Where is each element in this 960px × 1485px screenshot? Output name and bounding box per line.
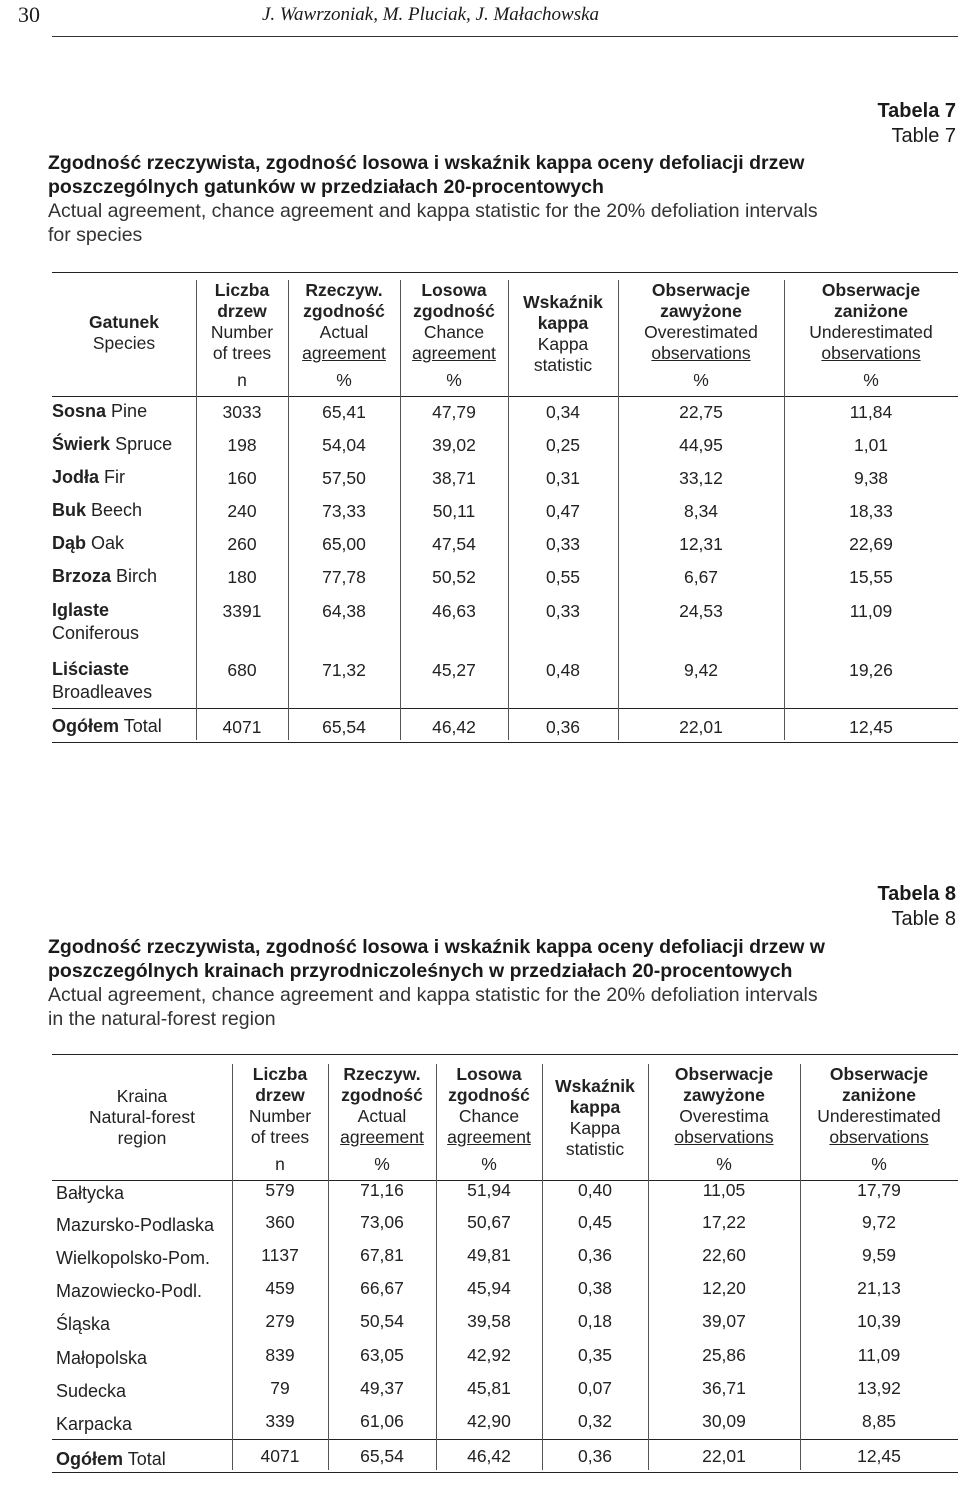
table8-cell: 339 <box>265 1411 295 1431</box>
table8-cell: 0,36 <box>577 1245 613 1265</box>
col-label: zaniżone <box>842 1085 916 1105</box>
table8-caption-pl-1: Zgodność rzeczywista, zgodność losowa i wskaźnik kappa oceny defoliacji drzew w <box>48 936 825 958</box>
table8-cell: 1137 <box>261 1245 299 1265</box>
col-label: zaniżone <box>834 301 908 321</box>
col-label-en: Natural-forest <box>88 1107 195 1127</box>
col-label-en: Overestima <box>679 1106 769 1126</box>
row-name-pl: Świerk <box>52 434 111 454</box>
page-header <box>0 0 960 34</box>
table7-cell: 4071 <box>222 717 262 737</box>
table8-cell: 42,90 <box>467 1411 511 1431</box>
table8-cell: 11,09 <box>857 1345 901 1365</box>
table7-cell: 260 <box>227 534 257 554</box>
table7-header-rule <box>52 396 958 397</box>
table7-cell: 73,33 <box>322 501 366 521</box>
col-label: Obserwacje <box>829 1064 929 1084</box>
col-label-en: statistic <box>533 355 593 375</box>
table8-cell: 30,09 <box>702 1411 746 1431</box>
col-label-en: agreement <box>412 343 496 363</box>
table8-total-cell: 46,42 <box>467 1446 511 1466</box>
table8-cell: 13,92 <box>857 1378 901 1398</box>
table7-col-kappa <box>508 292 618 376</box>
table7-cell: 38,71 <box>432 468 476 488</box>
table8-cell: 49,81 <box>467 1245 511 1265</box>
table7-cell: 680 <box>227 660 257 680</box>
col-label: Wskaźnik <box>523 292 603 312</box>
table8-label-pl: Tabela 8 <box>877 883 956 905</box>
table8-row-label: Sudecka <box>56 1381 127 1401</box>
table7-caption <box>48 151 958 247</box>
col-unit: % <box>446 370 462 390</box>
header-rule <box>52 36 958 37</box>
table7-cell: 11,09 <box>849 601 893 621</box>
col-unit: % <box>481 1154 497 1174</box>
col-unit: % <box>863 370 879 390</box>
table7-cell: 11,84 <box>849 402 893 422</box>
col-label-en: Chance <box>458 1106 520 1126</box>
table7-cell: 19,26 <box>849 660 893 680</box>
col-label: drzew <box>255 1085 305 1105</box>
row-name-en: Total <box>123 716 162 736</box>
table8-col-number <box>232 1064 328 1175</box>
table7-cell: 9,38 <box>853 468 889 488</box>
running-title: J. Wawrzoniak, M. Pluciak, J. Małachowska <box>262 4 600 25</box>
table8-cell: 22,60 <box>702 1245 746 1265</box>
table7-caption-en-2: for species <box>48 224 143 246</box>
table8-cell: 21,13 <box>857 1278 901 1298</box>
table7-cell: 50,11 <box>432 501 476 521</box>
table8-cell: 63,05 <box>360 1345 404 1365</box>
table7-cell: 65,54 <box>322 717 366 737</box>
table7-cell: 1,01 <box>853 435 889 455</box>
table7-cell: 47,79 <box>432 402 476 422</box>
table8-cell: 0,32 <box>577 1411 613 1431</box>
table7-row-label <box>52 400 202 423</box>
col-label-en: Kappa <box>569 1118 621 1138</box>
table8-cell: 839 <box>265 1345 295 1365</box>
table7-cell: 8,34 <box>683 501 719 521</box>
col-label: Obserwacje <box>651 280 751 300</box>
table8-cell: 9,59 <box>861 1245 897 1265</box>
table7-cell: 12,45 <box>849 717 893 737</box>
table8-caption <box>48 935 958 1031</box>
table7-cell: 45,27 <box>432 660 476 680</box>
col-label: Gatunek <box>88 312 160 332</box>
table8-cell: 0,35 <box>577 1345 613 1365</box>
table8-row-label: Wielkopolsko-Pom. <box>56 1248 211 1268</box>
table8-cell: 360 <box>265 1212 295 1232</box>
col-label: Losowa <box>421 280 487 300</box>
row-name-en: Oak <box>91 533 125 553</box>
row-name-pl: Brzoza <box>52 566 112 586</box>
table7-cell: 22,75 <box>679 402 723 422</box>
table8-caption-en-2: in the natural-forest region <box>48 1008 276 1030</box>
table7-cell: 39,02 <box>432 435 476 455</box>
table7-col-over <box>618 280 784 391</box>
row-name-en: Beech <box>91 500 143 520</box>
col-unit: % <box>374 1154 390 1174</box>
table8-row-label: Bałtycka <box>56 1183 125 1203</box>
table7-top-rule <box>52 272 958 273</box>
table7-col-actual <box>288 280 400 391</box>
table7-cell: 71,32 <box>322 660 366 680</box>
table8-cell: 39,07 <box>702 1311 746 1331</box>
col-unit: % <box>871 1154 887 1174</box>
table8-cell: 49,37 <box>360 1378 404 1398</box>
table7-row-label <box>52 715 202 738</box>
table8-cell: 71,16 <box>360 1180 404 1200</box>
table7-row-label <box>52 599 202 645</box>
table8-bottom-rule <box>52 1472 958 1473</box>
table8-cell: 279 <box>265 1311 295 1331</box>
col-label: Liczba <box>214 280 270 300</box>
table7-cell: 15,55 <box>849 567 893 587</box>
table8-cell: 0,45 <box>577 1212 613 1232</box>
table7-cell: 65,00 <box>322 534 366 554</box>
table8-cell: 10,39 <box>857 1311 901 1331</box>
table7-cell: 0,25 <box>545 435 581 455</box>
table7-row-label <box>52 532 202 555</box>
table8-total-cell: 4071 <box>260 1446 300 1466</box>
table7-cell: 46,63 <box>432 601 476 621</box>
table8-row-label: Karpacka <box>56 1414 133 1434</box>
table8-cell: 50,67 <box>467 1212 511 1232</box>
col-label: Rzeczyw. <box>343 1064 421 1084</box>
table8-cell: 8,85 <box>861 1411 897 1431</box>
row-name-en: Birch <box>116 566 158 586</box>
row-name-en: Spruce <box>115 434 173 454</box>
table7-col-chance <box>400 280 508 391</box>
table7-cell: 0,47 <box>545 501 581 521</box>
table7-cell: 44,95 <box>679 435 723 455</box>
table7-row-label <box>52 466 202 489</box>
table7-col-number <box>196 280 288 391</box>
table8-cell: 0,07 <box>577 1378 613 1398</box>
table7-bottom-rule <box>52 742 958 743</box>
row-name-en: Coniferous <box>52 623 140 643</box>
table7-cell: 22,69 <box>849 534 893 554</box>
col-label-en: Number <box>210 322 274 342</box>
table7-cell: 160 <box>227 468 257 488</box>
row-name-en: Broadleaves <box>52 682 153 702</box>
table8-cell: 11,05 <box>702 1180 746 1200</box>
table8-cell: 0,40 <box>577 1180 613 1200</box>
table7-col-species <box>52 312 196 354</box>
table7-cell: 54,04 <box>322 435 366 455</box>
table8-col-chance <box>436 1064 542 1175</box>
table8-cell: 36,71 <box>702 1378 746 1398</box>
table8-cell: 79 <box>270 1378 290 1398</box>
table7-cell: 24,53 <box>679 601 723 621</box>
col-label-en: observations <box>651 343 751 363</box>
table7-cell: 0,33 <box>545 534 581 554</box>
table7-cell: 22,01 <box>679 717 723 737</box>
table8-cell: 9,72 <box>861 1212 897 1232</box>
col-unit: % <box>336 370 352 390</box>
col-unit: n <box>237 370 247 390</box>
table8-cell: 25,86 <box>702 1345 746 1365</box>
table8-row-label: Śląska <box>56 1314 111 1334</box>
col-label-en: agreement <box>302 343 386 363</box>
table8-cell: 73,06 <box>360 1212 404 1232</box>
table7-cell: 198 <box>227 435 257 455</box>
table8-row-label: Mazursko-Podlaska <box>56 1215 215 1235</box>
col-label: kappa <box>569 1097 621 1117</box>
table8-cell: 12,20 <box>702 1278 746 1298</box>
table7-caption-pl-1: Zgodność rzeczywista, zgodność losowa i wskaźnik kappa oceny defoliacji drzew <box>48 152 805 174</box>
table7-caption-pl-2: poszczególnych gatunków w przedziałach 20-procentowych <box>48 176 604 198</box>
table8-cell: 42,92 <box>467 1345 511 1365</box>
row-name-pl: Ogółem <box>52 716 120 736</box>
table7-cell: 46,42 <box>432 717 476 737</box>
col-label-en: Chance <box>423 322 485 342</box>
table8-row-label: Małopolska <box>56 1348 148 1368</box>
table8-col-region <box>52 1086 232 1149</box>
row-name-en: Total <box>127 1449 166 1469</box>
table8-total-cell: 0,36 <box>577 1446 613 1466</box>
col-label: zgodność <box>413 301 495 321</box>
table8-caption-en-1: Actual agreement, chance agreement and kappa statistic for the 20% defoliation intervals <box>48 984 818 1006</box>
table7-cell: 57,50 <box>322 468 366 488</box>
col-label-en: Overestimated <box>644 322 758 342</box>
col-label-en: statistic <box>565 1139 625 1159</box>
table7-cell: 12,31 <box>679 534 723 554</box>
row-name-pl: Jodła <box>52 467 100 487</box>
table7-total-rule <box>52 708 958 709</box>
table8-cell: 61,06 <box>360 1411 404 1431</box>
table7-row-label <box>52 658 202 704</box>
col-label: Obserwacje <box>674 1064 774 1084</box>
table8-cell: 17,22 <box>702 1212 746 1232</box>
table7-cell: 0,36 <box>545 717 581 737</box>
table7-cell: 0,48 <box>545 660 581 680</box>
table7-cell: 240 <box>227 501 257 521</box>
col-label: Kraina <box>116 1086 168 1106</box>
table7-col-under <box>784 280 958 391</box>
table7-cell: 0,31 <box>545 468 581 488</box>
table8-row-label: Mazowiecko-Podl. <box>56 1281 203 1301</box>
col-label-en: observations <box>821 343 921 363</box>
table8-label-en: Table 8 <box>891 908 956 930</box>
row-name-pl: Liściaste <box>52 659 130 679</box>
table7 <box>52 272 958 748</box>
col-label: Wskaźnik <box>555 1076 635 1096</box>
table7-cell: 64,38 <box>322 601 366 621</box>
table8-cell: 45,81 <box>467 1378 511 1398</box>
table8-cell: 579 <box>265 1180 295 1200</box>
table8-cell: 17,79 <box>857 1180 901 1200</box>
table8-cell: 0,38 <box>577 1278 613 1298</box>
table8-total-cell: 22,01 <box>702 1446 746 1466</box>
table8-caption-pl-2: poszczególnych krainach przyrodniczoleśnych w przedziałach 20-procentowych <box>48 960 793 982</box>
table8-col-over <box>648 1064 800 1175</box>
table7-cell: 65,41 <box>322 402 366 422</box>
table8-cell: 67,81 <box>360 1245 404 1265</box>
table8-total-label <box>56 1448 236 1471</box>
table7-caption-en-1: Actual agreement, chance agreement and kappa statistic for the 20% defoliation intervals <box>48 200 818 222</box>
table8-cell: 50,54 <box>360 1311 404 1331</box>
col-label-en: Number <box>248 1106 312 1126</box>
table8-col-kappa <box>542 1076 648 1160</box>
row-name-en: Pine <box>111 401 148 421</box>
table8-col-actual <box>328 1064 436 1175</box>
table7-row-label <box>52 433 202 456</box>
table7-cell: 3391 <box>222 601 262 621</box>
row-name-pl: Iglaste <box>52 600 110 620</box>
col-label-en: agreement <box>447 1127 531 1147</box>
table7-cell: 77,78 <box>322 567 366 587</box>
col-label-en: Actual <box>357 1106 407 1126</box>
table8-cell: 0,18 <box>577 1311 613 1331</box>
col-label-en: Underestimated <box>817 1106 941 1126</box>
table7-cell: 0,33 <box>545 601 581 621</box>
table8-cell: 51,94 <box>467 1180 511 1200</box>
row-name-en: Fir <box>104 467 126 487</box>
row-name-pl: Dąb <box>52 533 87 553</box>
col-label-en: Kappa <box>537 334 589 354</box>
col-label: Rzeczyw. <box>305 280 383 300</box>
table8-col-under <box>800 1064 958 1175</box>
table8 <box>52 1054 958 1478</box>
table8-cell: 39,58 <box>467 1311 511 1331</box>
table7-cell: 6,67 <box>683 567 719 587</box>
col-label: zgodność <box>303 301 385 321</box>
col-label: Liczba <box>252 1064 308 1084</box>
table7-cell: 0,55 <box>545 567 581 587</box>
table8-cell: 66,67 <box>360 1278 404 1298</box>
col-label-en: observations <box>674 1127 774 1147</box>
table8-total-rule <box>52 1439 958 1440</box>
col-label-en: of trees <box>250 1127 310 1147</box>
table7-cell: 9,42 <box>683 660 719 680</box>
col-unit: % <box>693 370 709 390</box>
table7-label-en: Table 7 <box>891 125 956 147</box>
col-label: zgodność <box>341 1085 423 1105</box>
page-number: 30 <box>18 2 40 27</box>
col-label: zawyżone <box>660 301 742 321</box>
table7-row-label <box>52 565 202 588</box>
table7-cell: 180 <box>227 567 257 587</box>
col-label-en: Underestimated <box>809 322 933 342</box>
table7-label-pl: Tabela 7 <box>877 100 956 122</box>
col-label-en: of trees <box>212 343 272 363</box>
table7-cell: 0,34 <box>545 402 581 422</box>
row-name-pl: Buk <box>52 500 87 520</box>
table7-row-label <box>52 499 202 522</box>
table7-cell: 50,52 <box>432 567 476 587</box>
col-label-en: Actual <box>319 322 369 342</box>
col-label: kappa <box>537 313 589 333</box>
col-label-en: Species <box>92 333 156 353</box>
col-label: zgodność <box>448 1085 530 1105</box>
table7-cell: 47,54 <box>432 534 476 554</box>
col-label: drzew <box>217 301 267 321</box>
col-label-en: agreement <box>340 1127 424 1147</box>
col-unit: % <box>716 1154 732 1174</box>
table7-cell: 33,12 <box>679 468 723 488</box>
row-name-pl: Sosna <box>52 401 107 421</box>
table8-total-cell: 65,54 <box>360 1446 404 1466</box>
table8-total-cell: 12,45 <box>857 1446 901 1466</box>
col-label: zawyżone <box>683 1085 765 1105</box>
table7-cell: 3033 <box>222 402 262 422</box>
row-name-pl: Ogółem <box>56 1449 124 1469</box>
table8-cell: 459 <box>265 1278 295 1298</box>
col-label: Losowa <box>456 1064 522 1084</box>
col-label: Obserwacje <box>821 280 921 300</box>
table8-top-rule <box>52 1054 958 1055</box>
table7-cell: 18,33 <box>849 501 893 521</box>
col-unit: n <box>275 1154 285 1174</box>
col-label-en: region <box>117 1128 167 1148</box>
table8-cell: 45,94 <box>467 1278 511 1298</box>
col-label-en: observations <box>829 1127 929 1147</box>
